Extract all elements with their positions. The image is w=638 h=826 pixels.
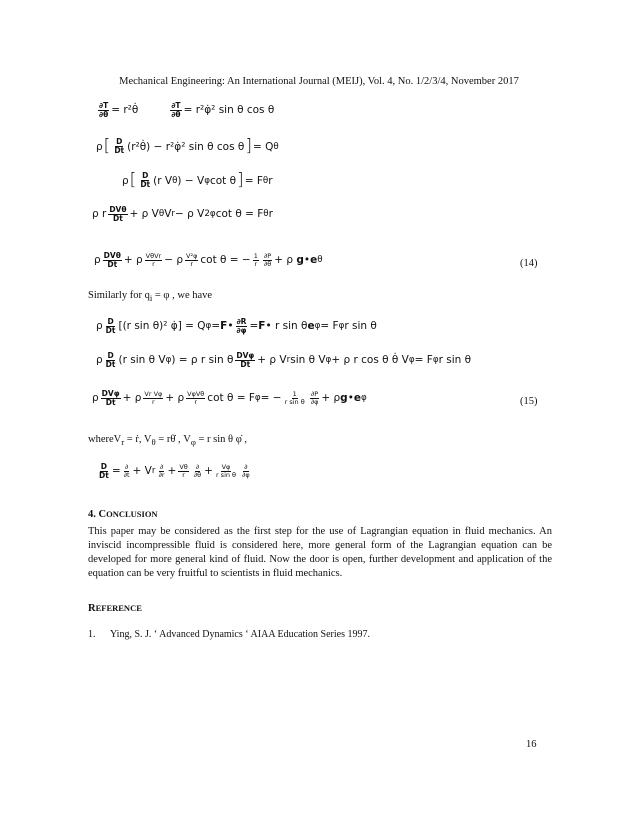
equation-phi-momentum-2: ρ $\frac{D}{Dt}$ (r sin θ V φ ) = ρ r sin θ $\frac{\text{DVφ}}{Dt}$ + ρ V r sin θ V φ + ρ r cos θ θ̇ V φ = F φ r sin θ (96, 351, 472, 369)
fraction-VrVphi-r: $\frac{\text{Vr Vφ}}{r}$ (144, 390, 163, 406)
fraction-D-Dt: $\frac{D}{Dt}$ (99, 462, 109, 480)
fraction-DVphi-Dt: $\frac{\text{DVφ}}{Dt}$ (236, 351, 255, 369)
fraction-Vphi2-r: $\frac{\text{V²φ}}{r}$ (186, 252, 198, 268)
fraction-d-dr: $\frac{\partial}{\partial r}$ (158, 463, 165, 479)
equation-material-derivative: $\frac{D}{Dt}$ = $\frac{\partial}{\partial t}$ + V r $\frac{\partial}{\partial r}$ + $\frac{V\theta}{r}$ $\frac{\partial}{\partial\theta}$ + $\frac{V\varphi}{\text{r sin θ}}$ $\frac{\partial}{\partial\varphi}$ (99, 462, 250, 480)
equation-theta-momentum-1: ρ [ $\frac{D}{Dt}$ (r²θ̇) − r²φ̇² sin θ cos θ ] = Q θ (96, 136, 279, 156)
reference-item-1: 1. Ying, S. J. ‘ Advanced Dynamics ‘ AIAA Education Series 1997. (88, 629, 370, 640)
equation-phi-momentum-1: ρ $\frac{D}{Dt}$ [(r sin θ)² φ̇] = Q φ = F • $\frac{\partial R}{\partial\varphi}$ = F • r sin θ e φ = F φ r sin θ (96, 317, 377, 335)
fraction-Vphi-rsintheta: $\frac{V\varphi}{\text{r sin θ}}$ (215, 463, 237, 479)
conclusion-heading: 4. CONCLUSION (88, 509, 158, 520)
fraction-1-r: $\frac{1}{r}$ (253, 252, 258, 268)
fraction-1-rsintheta: $\frac{1}{\text{r sin θ}}$ (284, 390, 305, 406)
fraction-D-Dt: $\frac{D}{Dt}$ (114, 137, 125, 155)
equation-number-14: (14) (520, 258, 538, 269)
similarly-text: Similarly for $q_i = \varphi$ , we have (88, 290, 213, 304)
fraction-dT-dtheta: $\frac{\partial T}{\partial\theta}$ (99, 101, 109, 119)
equation-theta-momentum-2: ρ [ $\frac{D}{Dt}$ (r V θ ) − V φ cot θ ] = F θ r (122, 170, 273, 190)
fraction-dR-dphi: $\frac{\partial R}{\partial\varphi}$ (236, 317, 247, 335)
fraction-d-dtheta: $\frac{\partial}{\partial\theta}$ (193, 463, 202, 479)
fraction-D-Dt: $\frac{D}{Dt}$ (105, 351, 116, 369)
fraction-dT-dtheta-2: $\frac{\partial T}{\partial\theta}$ (171, 101, 181, 119)
equation-14: ρ $\frac{\text{DVθ}}{Dt}$ + ρ $\frac{\text{VθVr}}{r}$ − ρ $\frac{\text{V²φ}}{r}$ cot θ = − $\frac{1}{r}$ $\frac{\partial P}{\partial\theta}$ + ρ g • e θ (94, 251, 323, 269)
fraction-VphiVtheta-r: $\frac{\text{VφVθ}}{r}$ (187, 390, 205, 406)
fraction-D-Dt: $\frac{D}{Dt}$ (105, 317, 116, 335)
equation-number-15: (15) (520, 396, 538, 407)
equation-15: ρ $\frac{\text{DVφ}}{Dt}$ + ρ $\frac{\text{Vr Vφ}}{r}$ + ρ $\frac{\text{VφVθ}}{r}$ cot θ = F φ = − $\frac{1}{\text{r sin θ}}$ $\frac{\partial P}{\partial\varphi}$ + ρ g • e φ (92, 389, 367, 407)
reference-heading: REFERENCE (88, 603, 142, 614)
conclusion-body: This paper may be considered as the first step for the use of Lagrangian equation in fluid mechanics. An inviscid incompressible fluid is considered here, more general form of the Lagrangian equation can be developed for more general kind of fluid. Now the door is open, further development and application of the equation can be very fruitful to scientists in fluid mechanics. (88, 526, 552, 579)
where-text: whereV$_r$ = ṙ, $V_\theta$ = rθ̇ , $V_\varphi = r$ sin θ φ̇ , (88, 434, 248, 448)
fraction-DVtheta-Dt: $\frac{\text{DVθ}}{Dt}$ (109, 205, 127, 223)
fraction-dP-dphi: $\frac{\partial P}{\partial\varphi}$ (310, 390, 319, 406)
fraction-DVtheta-Dt: $\frac{\text{DVθ}}{Dt}$ (103, 251, 121, 269)
fraction-d-dphi: $\frac{\partial}{\partial\varphi}$ (242, 463, 250, 479)
fraction-VthetaVr-r: $\frac{\text{VθVr}}{r}$ (145, 252, 162, 268)
equation-theta-momentum-3: ρ r $\frac{\text{DVθ}}{Dt}$ + ρ V θ V r − ρ V 2 φ cot θ = F θ r (92, 205, 273, 223)
running-header: Mechanical Engineering: An International Journal (MEIJ), Vol. 4, No. 1/2/3/4, November 2017 (119, 76, 519, 87)
page-number: 16 (526, 739, 537, 750)
fraction-Vtheta-r: $\frac{V\theta}{r}$ (179, 463, 188, 479)
fraction-DVphi-Dt: $\frac{\text{DVφ}}{Dt}$ (101, 389, 120, 407)
fraction-D-Dt: $\frac{D}{Dt}$ (140, 171, 151, 189)
fraction-d-dt: $\frac{\partial}{\partial t}$ (123, 463, 130, 479)
equation-dT-dtheta: $\frac{\partial T}{\partial\theta}$ = r²θ̇ $\frac{\partial T}{\partial\theta}$ = r²φ̇² sin θ cos θ (99, 101, 275, 119)
fraction-dP-dtheta: $\frac{\partial P}{\partial\theta}$ (263, 252, 272, 268)
